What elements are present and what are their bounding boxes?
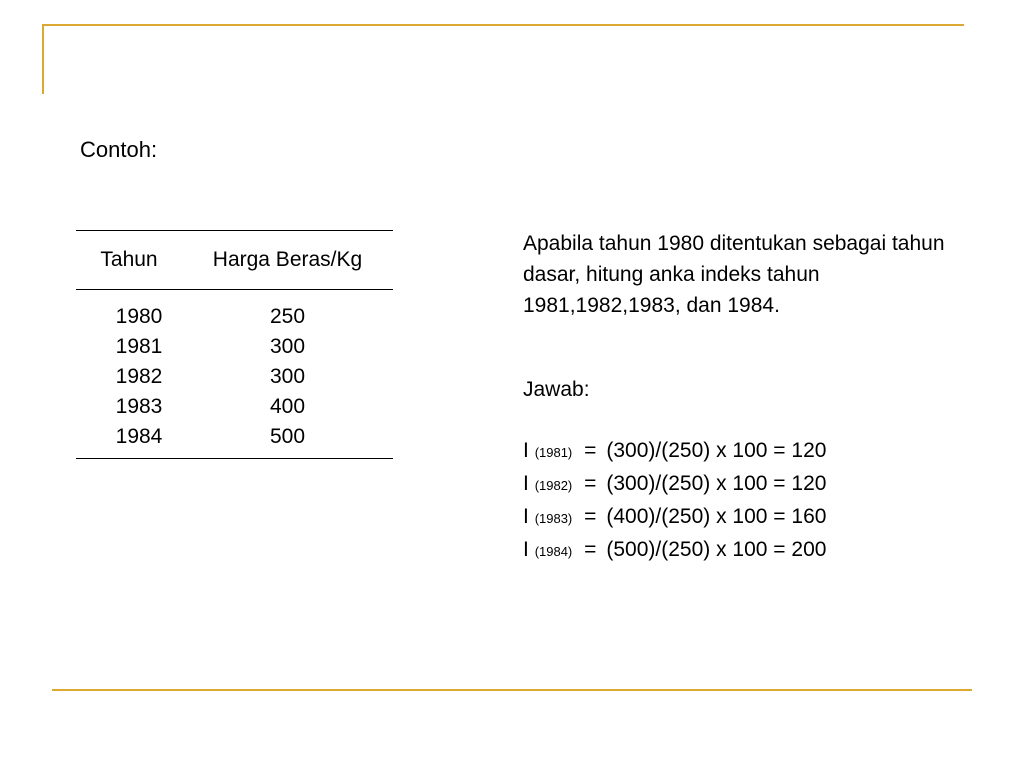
answer-line (523, 435, 826, 468)
index-year-subscript: (1981) (534, 445, 573, 460)
answer-line (523, 468, 826, 501)
index-symbol: I (523, 505, 529, 528)
price-cell: 400 (269, 395, 306, 418)
equals-sign: = (584, 472, 597, 495)
decorative-top-line (42, 24, 964, 26)
price-cell: 300 (269, 335, 306, 358)
table-row (76, 362, 393, 392)
header-price: Harga Beras/Kg (212, 248, 363, 271)
index-year-subscript: (1982) (534, 478, 573, 493)
index-year-subscript: (1983) (534, 511, 573, 526)
index-formula: (300)/(250) x 100 = 120 (606, 472, 827, 495)
decorative-left-line (42, 24, 44, 94)
question-text: Apabila tahun 1980 ditentukan sebagai tahun dasar, hitung anka indeks tahun 1981,1982,1983, dan 1984. (523, 232, 945, 317)
price-cell: 300 (269, 365, 306, 388)
answer-list (523, 435, 826, 567)
table-row (76, 290, 393, 333)
index-formula: (400)/(250) x 100 = 160 (606, 505, 827, 528)
intro-label: Contoh: (80, 137, 158, 162)
year-cell: 1984 (115, 425, 163, 448)
year-cell: 1980 (115, 305, 163, 328)
index-year-subscript: (1984) (534, 544, 573, 559)
answer-line (523, 534, 826, 567)
answer-heading: Jawab: (523, 378, 590, 401)
equals-sign: = (584, 439, 597, 462)
price-cell: 500 (269, 425, 306, 448)
table-row (76, 422, 393, 459)
equals-sign: = (584, 538, 597, 561)
decorative-bottom-line (52, 689, 972, 691)
index-symbol: I (523, 472, 529, 495)
index-symbol: I (523, 439, 529, 462)
table-row (76, 332, 393, 362)
year-cell: 1982 (115, 365, 163, 388)
equals-sign: = (584, 505, 597, 528)
index-formula: (300)/(250) x 100 = 120 (606, 439, 827, 462)
header-year: Tahun (100, 248, 158, 271)
answer-line (523, 501, 826, 534)
year-cell: 1981 (115, 335, 163, 358)
rice-price-table (76, 230, 393, 459)
index-symbol: I (523, 538, 529, 561)
table-header-row (76, 231, 393, 290)
year-cell: 1983 (115, 395, 163, 418)
price-cell: 250 (269, 305, 306, 328)
table-row (76, 392, 393, 422)
index-formula: (500)/(250) x 100 = 200 (606, 538, 827, 561)
